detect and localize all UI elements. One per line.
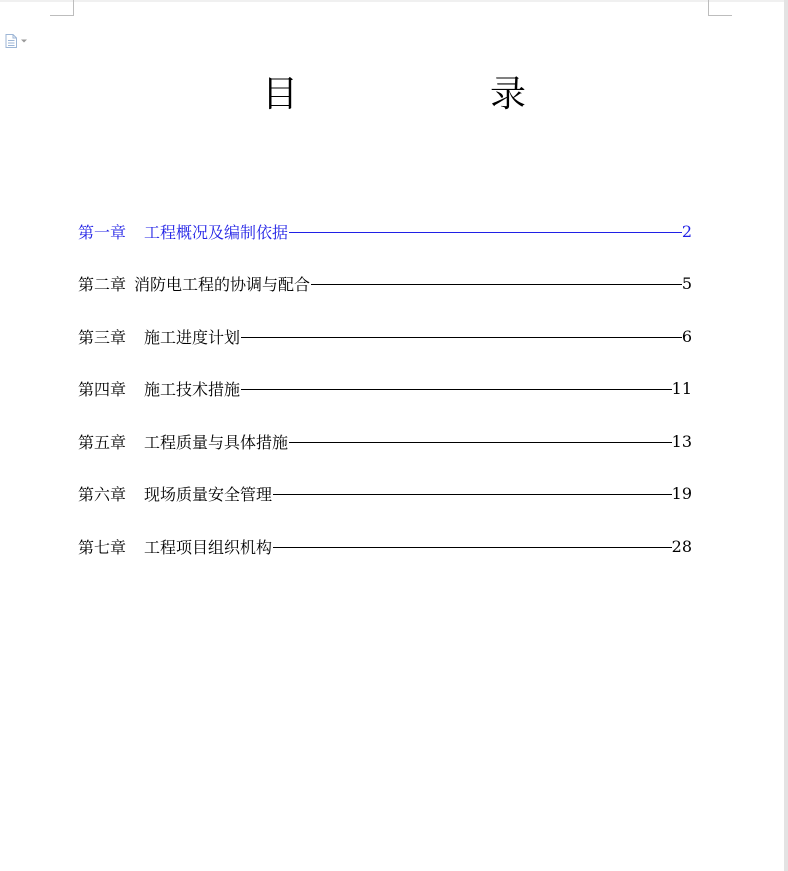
- document-icon: [5, 34, 17, 48]
- toc-chapter-title: 消防电工程的协调与配合: [134, 275, 311, 294]
- toc-leader-line: [289, 442, 672, 443]
- page-right-edge: [784, 0, 788, 871]
- toc-entry-chapter-7[interactable]: [78, 533, 692, 559]
- toc-page-number: 6: [681, 326, 692, 346]
- toc-page-number: 11: [671, 379, 692, 398]
- toc-entry-chapter-6[interactable]: [78, 481, 692, 507]
- toc-page-number: 28: [671, 536, 692, 556]
- margin-corner-top-left: [50, 0, 74, 16]
- toc-leader-line: [289, 232, 682, 233]
- toc-entry-chapter-2[interactable]: [78, 271, 692, 297]
- margin-corner-top-right: [708, 0, 732, 16]
- toc-entry-chapter-3[interactable]: [78, 323, 692, 349]
- toc-entry-chapter-1[interactable]: [78, 218, 692, 244]
- toc-page-number: 2: [681, 221, 692, 241]
- toc-chapter-title: 施工进度计划: [144, 327, 241, 347]
- toc-chapter-title: 工程质量与具体措施: [144, 432, 289, 452]
- toc-chapter-number: 第六章: [78, 485, 127, 504]
- document-menu-button[interactable]: [5, 33, 33, 49]
- toc-entry-chapter-5[interactable]: [78, 428, 692, 454]
- toc-page-number: 13: [671, 431, 692, 451]
- toc-chapter-number: 第七章: [78, 537, 127, 557]
- toc-leader-line: [311, 284, 682, 285]
- chevron-down-icon: [20, 38, 28, 44]
- toc-entry-chapter-4[interactable]: [78, 376, 692, 402]
- toc-chapter-number: 第三章: [78, 327, 127, 347]
- page-top-edge: [0, 0, 784, 2]
- toc-chapter-number: 第一章: [78, 222, 127, 242]
- toc-page-number: 19: [671, 484, 692, 503]
- toc-leader-line: [273, 547, 672, 548]
- toc-leader-line: [273, 494, 672, 495]
- toc-chapter-number: 第五章: [78, 432, 127, 452]
- toc-leader-line: [241, 337, 682, 338]
- page-title: 目 录: [261, 74, 604, 115]
- table-of-contents: [78, 218, 692, 586]
- toc-chapter-title: 施工技术措施: [144, 380, 241, 399]
- toc-chapter-title: 现场质量安全管理: [144, 485, 273, 504]
- toc-chapter-title: 工程概况及编制依据: [144, 222, 289, 242]
- toc-leader-line: [241, 389, 672, 390]
- toc-chapter-number: 第二章: [78, 275, 127, 294]
- toc-page-number: 5: [681, 274, 692, 293]
- toc-chapter-number: 第四章: [78, 380, 127, 399]
- toc-chapter-title: 工程项目组织机构: [144, 537, 273, 557]
